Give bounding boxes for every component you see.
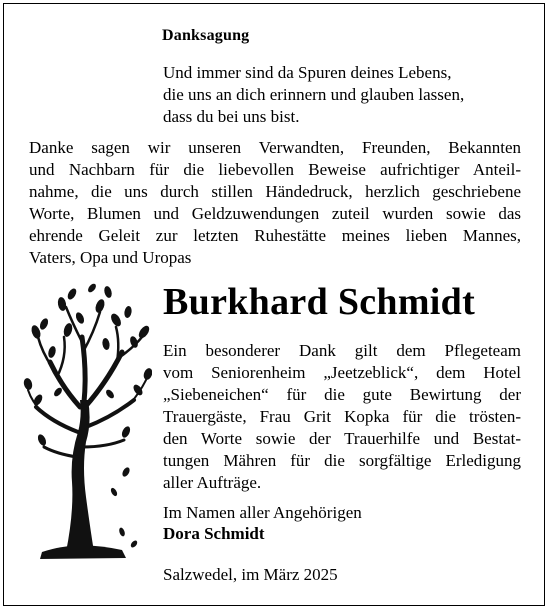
- quote-line: Und immer sind da Spuren deines Lebens,: [163, 63, 452, 82]
- thanks-line: Worte, Blumen und Geldzuwendungen zuteil wurden sowie das: [29, 204, 521, 223]
- quote-line: dass du bei uns bist.: [163, 107, 300, 126]
- special-line: Trauergäste, Frau Grit Kopka für die trösten-: [163, 407, 521, 426]
- thanks-line: Danke sagen wir unseren Verwandten, Freunden, Bekannten: [29, 138, 521, 157]
- special-line: tungen Mähren für die sorgfältige Erledigung: [163, 451, 521, 470]
- place-date: Salzwedel, im März 2025: [163, 565, 338, 584]
- tree-with-falling-leaves-icon: [22, 282, 152, 567]
- special-line: „Siebeneichen“ für die gute Bewirtung der: [163, 385, 521, 404]
- thanks-line: Vaters, Opa und Uropas: [29, 248, 192, 267]
- special-line: vom Seniorenheim „Jeetzeblick“, dem Hotel: [163, 363, 521, 382]
- thanks-line: und Nachbarn für die liebevollen Beweise aufrichtiger Anteil-: [29, 160, 521, 179]
- special-line: Ein besonderer Dank gilt dem Pflegeteam: [163, 341, 521, 360]
- thanks-line: nahme, die uns durch stillen Händedruck, herzlich geschriebene: [29, 182, 521, 201]
- notice-heading: Danksagung: [162, 27, 250, 44]
- thanks-paragraph: [29, 137, 521, 269]
- quote-line: die uns an dich erinnern und glauben lassen,: [163, 85, 465, 104]
- thanks-line: ehrende Geleit zur letzten Ruhestätte meines lieben Mannes,: [29, 226, 521, 245]
- signature-block: [163, 502, 362, 544]
- special-line: aller Aufträge.: [163, 473, 262, 492]
- memorial-quote: [163, 62, 523, 128]
- special-line: den Worte sowie der Trauerhilfe und Bestat-: [163, 429, 521, 448]
- family-line: Im Namen aller Angehörigen: [163, 503, 362, 522]
- signer-name: Dora Schmidt: [163, 524, 265, 543]
- deceased-name: Burkhard Schmidt: [163, 281, 476, 323]
- special-thanks-paragraph: [163, 340, 521, 494]
